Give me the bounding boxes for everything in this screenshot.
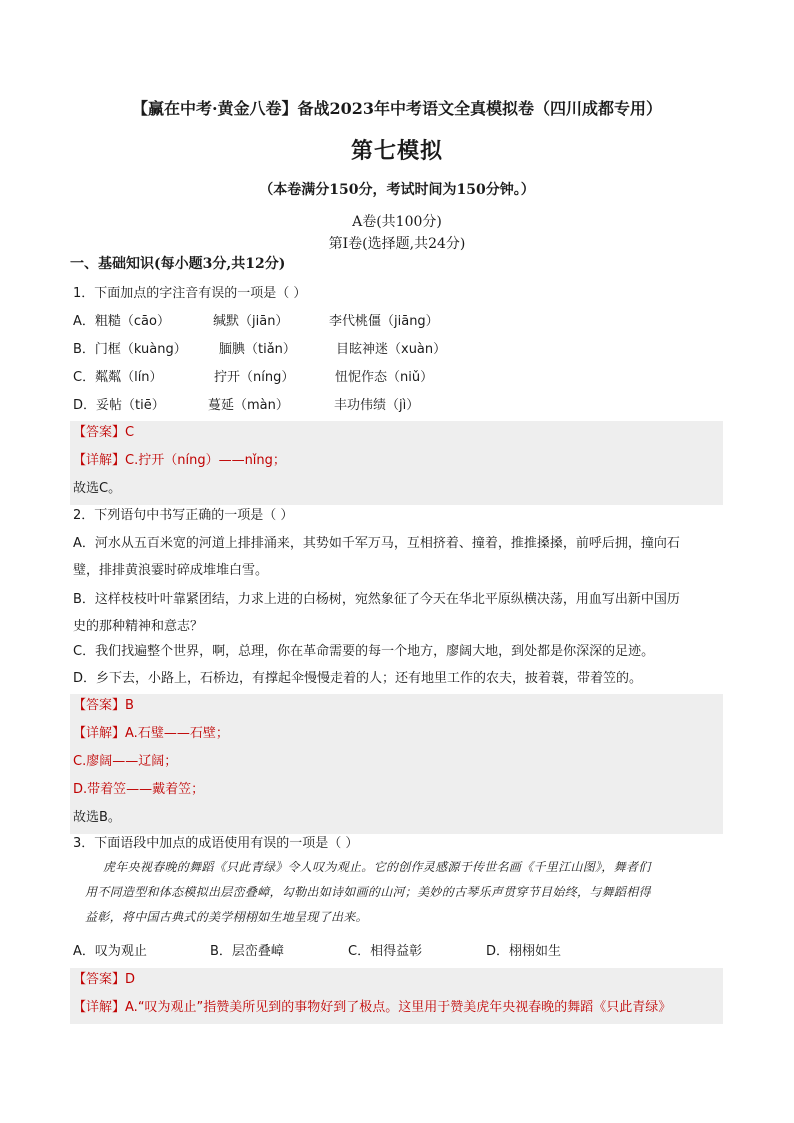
q1-option-b-3: 目眩神迷（xuàn） bbox=[336, 342, 447, 357]
volume-heading: 第Ⅰ卷(选择题,共24分) bbox=[328, 236, 466, 252]
exam-note: （本卷满分150分，考试时间为150分钟。） bbox=[259, 182, 535, 198]
q3-answer-value: D bbox=[125, 972, 136, 987]
q1-option-b-2: 腼腆（tiǎn） bbox=[219, 342, 296, 357]
q2-detail-label: 【详解】 bbox=[73, 726, 126, 741]
q2-option-c: C．我们找遍整个世界，啊，总理，你在革命需要的每一个地方，廖阔大地，到处都是你深深的足迹。 bbox=[73, 644, 655, 659]
q1-option-d-2: 蔓延（màn） bbox=[208, 398, 289, 413]
q2-detail-row-a bbox=[73, 724, 229, 744]
q3-stem: 3．下面语段中加点的成语使用有误的一项是（ ） bbox=[73, 836, 359, 851]
q2-option-a-line2: 璧，排排黄浪霎时碎成堆堆白雪。 bbox=[73, 563, 269, 578]
q1-answer-value: C bbox=[125, 425, 135, 440]
q2-answer-value: B bbox=[125, 698, 134, 713]
q3-passage-line3: 益彰，将中国古典式的美学栩栩如生地呈现了出来。 bbox=[85, 910, 368, 924]
q2-detail-a: A.石璧——石壁； bbox=[125, 726, 229, 741]
q1-option-c-1: C．粼粼（lín） bbox=[73, 370, 163, 385]
q2-option-a bbox=[73, 530, 721, 584]
q2-stem: 2．下列语句中书写正确的一项是（ ） bbox=[73, 508, 294, 523]
q3-passage-line1: 虎年央视春晚的舞蹈《只此青绿》令人叹为观止。它的创作灵感源于传世名画《千里江山图》，舞者们 bbox=[103, 860, 651, 874]
q3-detail-text: A.“叹为观止”指赞美所见到的事物好到了极点。这里用于赞美虎年央视春晚的舞蹈《只此青绿》 bbox=[125, 1000, 672, 1015]
q1-option-d-1: D．妥帖（tiē） bbox=[73, 398, 165, 413]
q1-stem: 1．下面加点的字注音有误的一项是（ ） bbox=[73, 286, 307, 301]
q2-answer-box bbox=[70, 694, 723, 834]
q3-detail-label: 【详解】 bbox=[73, 1000, 126, 1015]
q3-answer-box bbox=[70, 968, 723, 1024]
q3-option-c: C．相得益彰 bbox=[348, 944, 423, 959]
q2-conclusion: 故选B。 bbox=[73, 810, 121, 825]
q2-answer-label: 【答案】 bbox=[73, 698, 126, 713]
q2-option-d: D．乡下去，小路上，石桥边，有撑起伞慢慢走着的人；还有地里工作的农夫，披着蓑，带着笠的。 bbox=[73, 671, 643, 686]
q1-option-c-2: 拧开（níng） bbox=[214, 370, 295, 385]
series-title: 【赢在中考·黄金八卷】备战2023年中考语文全真模拟卷（四川成都专用） bbox=[131, 99, 663, 118]
q1-option-b-1: B．门框（kuàng） bbox=[73, 342, 187, 357]
q1-detail-row bbox=[73, 451, 286, 471]
q2-detail-d: D.带着笠——戴着笠； bbox=[73, 782, 205, 797]
q1-detail-text: C.拧开（níng）——nǐng； bbox=[125, 453, 286, 468]
part-a-heading: A卷(共100分) bbox=[352, 214, 442, 230]
paper-title: 第七模拟 bbox=[350, 138, 443, 164]
q3-option-b: B．层峦叠嶂 bbox=[210, 944, 284, 959]
q1-answer-row bbox=[73, 423, 134, 443]
q1-option-a-3: 李代桃僵（jiāng） bbox=[329, 314, 439, 329]
q2-option-b-line1: B．这样枝枝叶叶靠紧团结，力求上进的白杨树，宛然象征了今天在华北平原纵横决荡，用血写出新中国历 bbox=[73, 592, 680, 607]
q3-passage bbox=[85, 855, 721, 930]
q3-answer-label: 【答案】 bbox=[73, 972, 126, 987]
q3-passage-line2: 用不同造型和体态模拟出层峦叠嶂，勾勒出如诗如画的山河；美妙的古琴乐声贯穿节目始终，与舞蹈相得 bbox=[85, 885, 651, 899]
section-title: 一、基础知识(每小题3分,共12分) bbox=[70, 256, 286, 272]
q3-option-a: A．叹为观止 bbox=[73, 944, 147, 959]
q1-option-a-1: A．粗糙（cāo） bbox=[73, 314, 170, 329]
q1-option-a-2: 缄默（jiān） bbox=[213, 314, 289, 329]
q1-detail-label: 【详解】 bbox=[73, 453, 126, 468]
q1-conclusion: 故选C。 bbox=[73, 481, 122, 496]
q3-option-d: D．栩栩如生 bbox=[486, 944, 562, 959]
q1-answer-label: 【答案】 bbox=[73, 425, 126, 440]
q2-detail-c: C.廖阔——辽阔； bbox=[73, 754, 178, 769]
q2-option-b-line2: 史的那种精神和意志？ bbox=[73, 619, 204, 634]
q2-answer-row bbox=[73, 696, 134, 716]
q1-answer-box bbox=[70, 421, 723, 505]
q3-detail-row bbox=[73, 998, 671, 1018]
q1-option-d-3: 丰功伟绩（jì） bbox=[334, 398, 420, 413]
q3-answer-row bbox=[73, 970, 135, 990]
q2-option-a-line1: A．河水从五百米宽的河道上排排涌来，其势如千军万马，互相挤着、撞着，推推搡搡，前呼后拥，撞向石 bbox=[73, 536, 680, 551]
q1-option-c-3: 忸怩作态（niǔ） bbox=[335, 370, 434, 385]
q2-option-b bbox=[73, 586, 721, 640]
